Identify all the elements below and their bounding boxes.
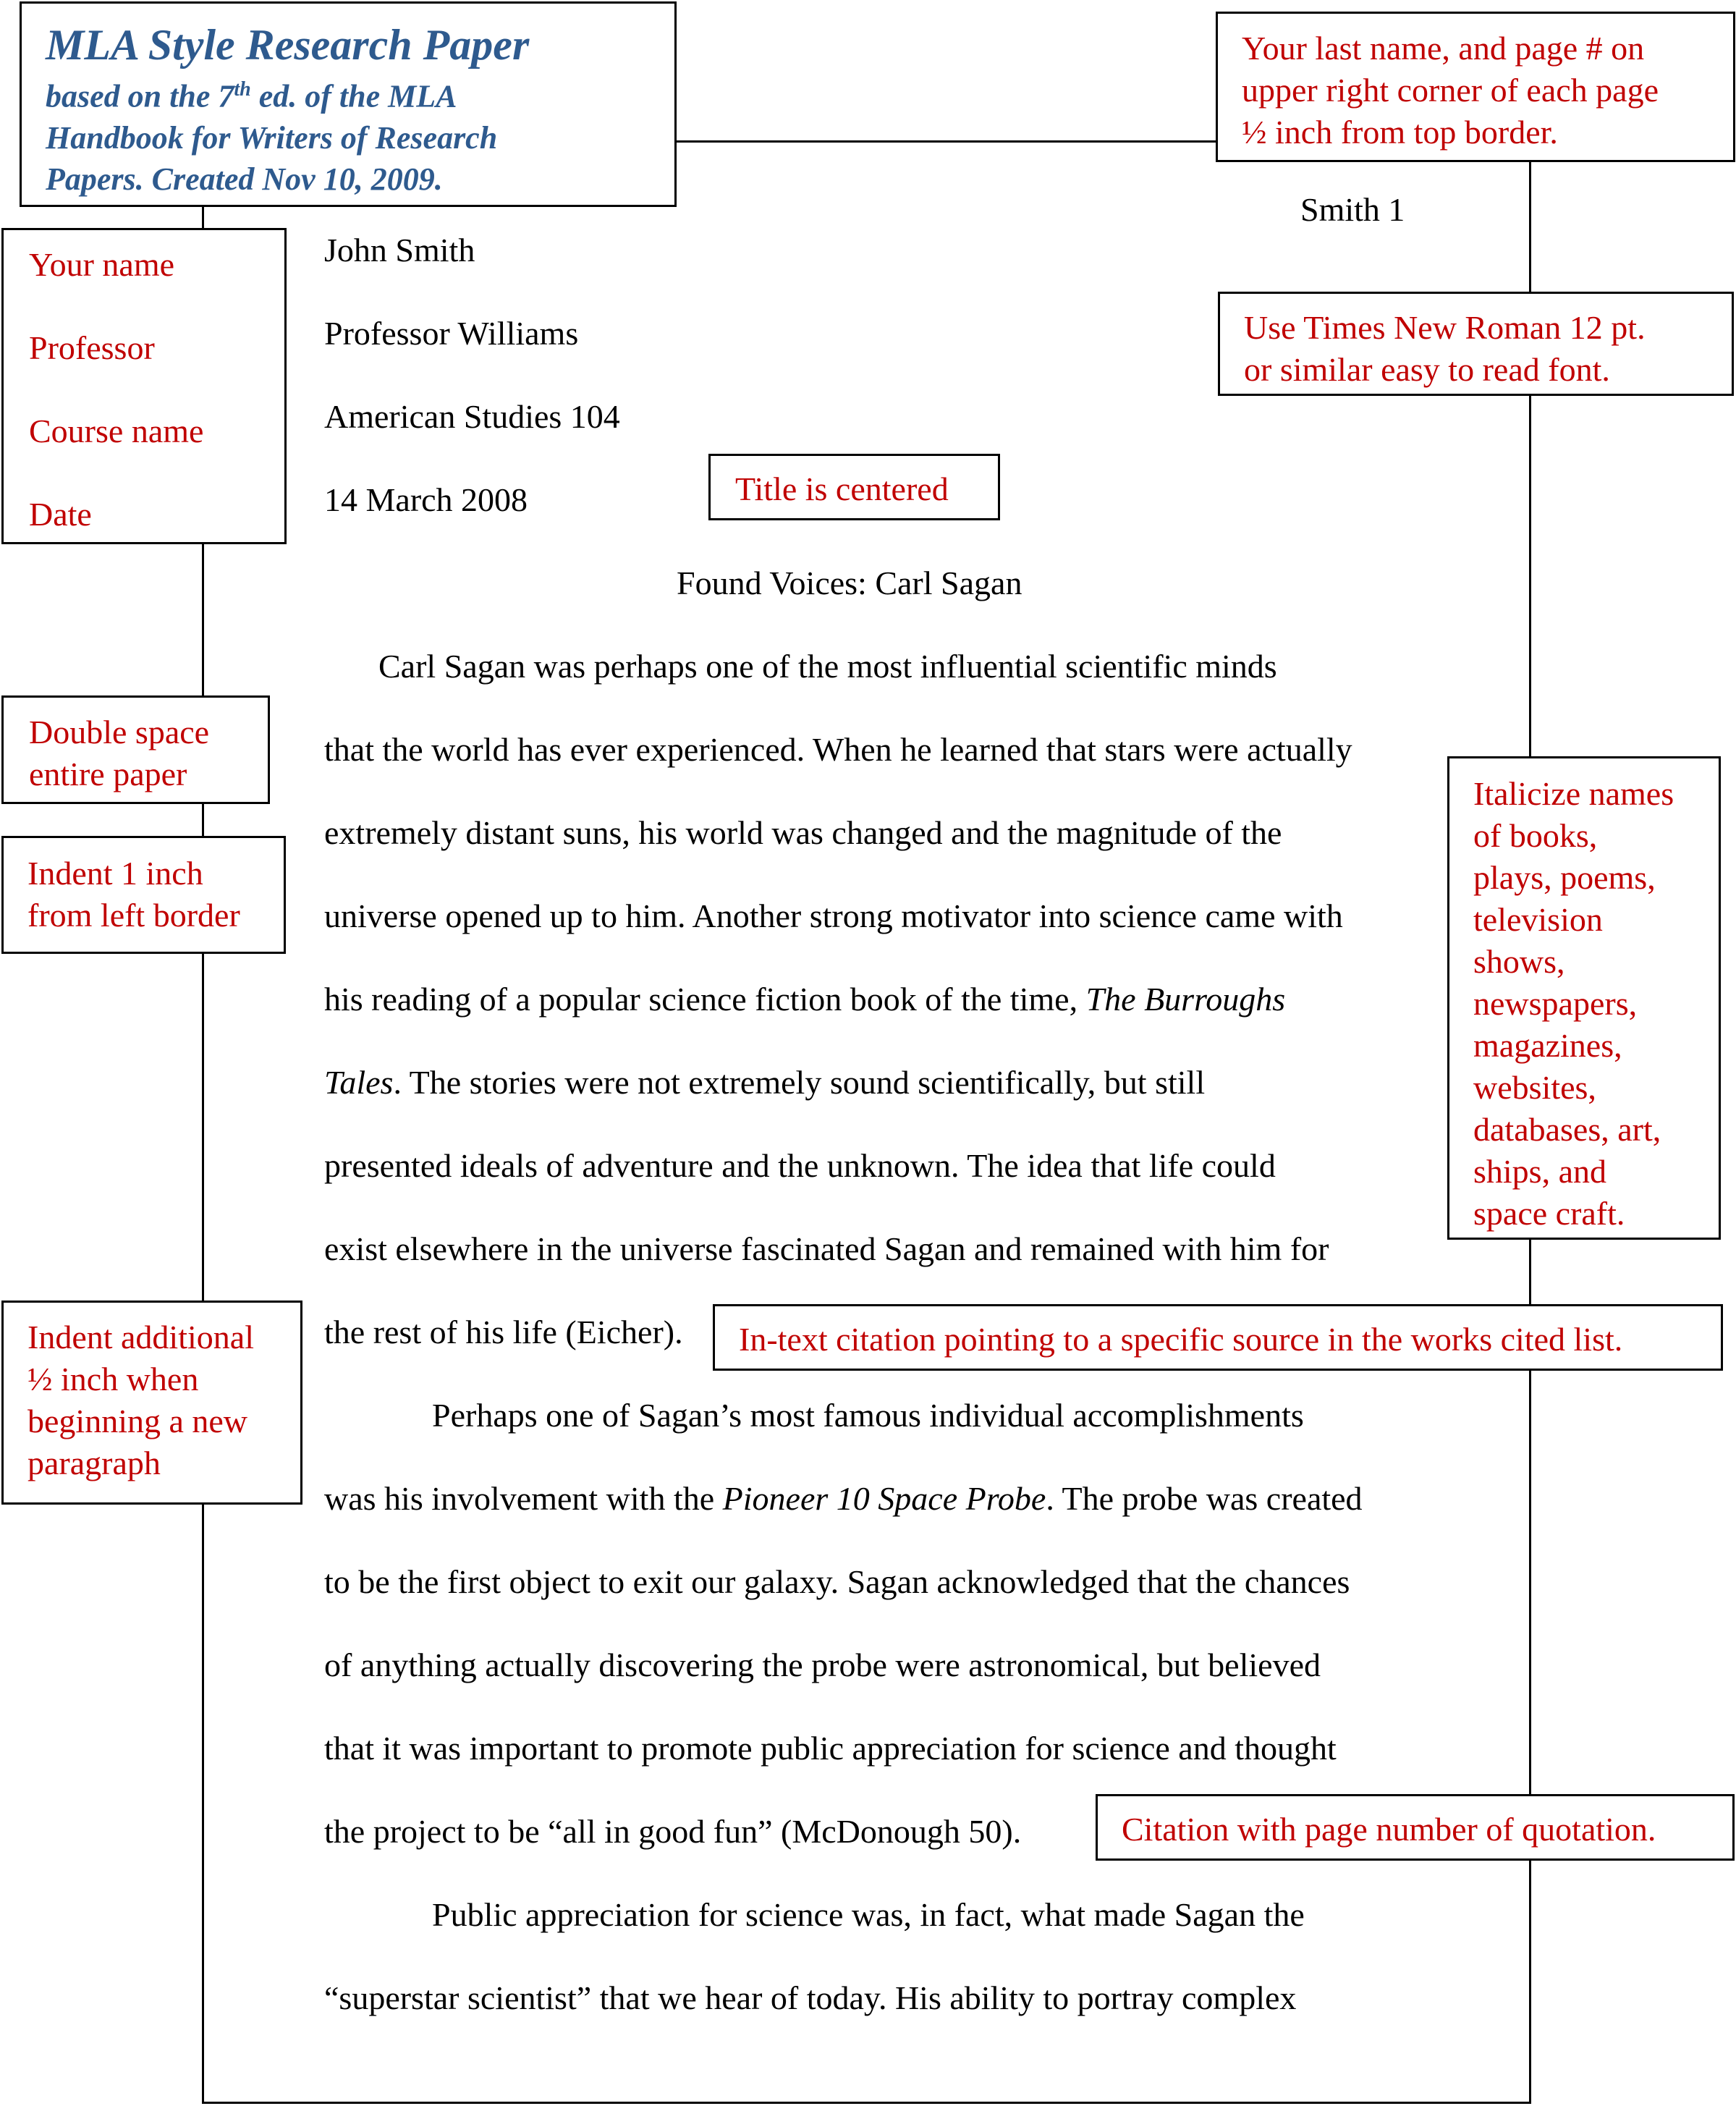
body-line: “superstar scientist” that we hear of today. His ability to portray complex — [324, 1979, 1297, 2016]
heading-course: American Studies 104 — [324, 398, 620, 435]
guide-subtitle-line-1: based on the 7th ed. of the MLA — [46, 78, 457, 114]
body-line: Carl Sagan was perhaps one of the most influential scientific minds — [378, 648, 1277, 685]
body-line: was his involvement with the Pioneer 10 Space Probe. The probe was created — [324, 1480, 1363, 1517]
paper-title: Found Voices: Carl Sagan — [677, 564, 1022, 601]
page-citation-note: Citation with page number of quotation. — [1096, 1794, 1735, 1861]
body-line: of anything actually discovering the probe were astronomical, but believed — [324, 1646, 1321, 1683]
body-line: exist elsewhere in the universe fascinated Sagan and remained with him for — [324, 1230, 1329, 1267]
double-space-note: Double space entire paper — [1, 695, 270, 804]
italicize-note: Italicize names of books, plays, poems, television shows, newspapers, magazines, websites, databases, art, ships, and space craft. — [1447, 756, 1721, 1240]
heading-student-name: John Smith — [324, 232, 475, 268]
guide-subtitle-line-3: Papers. Created Nov 10, 2009. — [46, 161, 443, 197]
title-box — [20, 1, 677, 207]
paragraph-indent-note: Indent additional ½ inch when beginning a new paragraph — [1, 1301, 302, 1505]
heading-labels-box — [1, 228, 287, 544]
label-your-name: Your name — [29, 246, 175, 283]
font-note: Use Times New Roman 12 pt. or similar easy to read font. — [1218, 292, 1734, 396]
label-course-name: Course name — [29, 413, 204, 449]
guide-title: MLA Style Research Paper — [46, 21, 530, 69]
italic-book-title: Tales — [324, 1064, 394, 1101]
indent-note: Indent 1 inch from left border — [1, 836, 286, 954]
title-centered-note: Title is centered — [708, 454, 1000, 520]
bottom-border-line — [202, 2102, 1531, 2104]
guide-subtitle-line-2: Handbook for Writers of Research — [46, 119, 498, 156]
body-line: presented ideals of adventure and the unknown. The idea that life could — [324, 1147, 1276, 1184]
body-line: the rest of his life (Eicher). — [324, 1314, 683, 1350]
title-connector-line — [677, 140, 1217, 143]
body-line: that it was important to promote public appreciation for science and thought — [324, 1730, 1337, 1767]
label-professor: Professor — [29, 329, 155, 366]
body-line: the project to be “all in good fun” (McDonough 50). — [324, 1813, 1022, 1850]
body-line: extremely distant suns, his world was changed and the magnitude of the — [324, 814, 1282, 851]
running-head: Smith 1 — [1300, 191, 1405, 228]
body-line: his reading of a popular science fiction book of the time, The Burroughs — [324, 981, 1286, 1018]
body-line: that the world has ever experienced. When he learned that stars were actually — [324, 731, 1352, 768]
intext-citation-note: In-text citation pointing to a specific source in the works cited list. — [713, 1304, 1723, 1371]
header-note: Your last name, and page # on upper right corner of each page ½ inch from top border. — [1216, 12, 1735, 162]
heading-professor: Professor Williams — [324, 315, 579, 352]
body-line: Public appreciation for science was, in fact, what made Sagan the — [432, 1896, 1305, 1933]
body-line: Tales. The stories were not extremely sound scientifically, but still — [324, 1064, 1206, 1101]
body-line: universe opened up to him. Another strong motivator into science came with — [324, 897, 1343, 934]
heading-date: 14 March 2008 — [324, 481, 528, 518]
body-line: to be the first object to exit our galaxy. Sagan acknowledged that the chances — [324, 1563, 1350, 1600]
body-line: Perhaps one of Sagan’s most famous individual accomplishments — [432, 1397, 1304, 1434]
label-date: Date — [29, 496, 92, 533]
italic-book-title: The Burroughs — [1085, 981, 1286, 1018]
italic-craft-name: Pioneer 10 Space Probe — [722, 1480, 1046, 1517]
